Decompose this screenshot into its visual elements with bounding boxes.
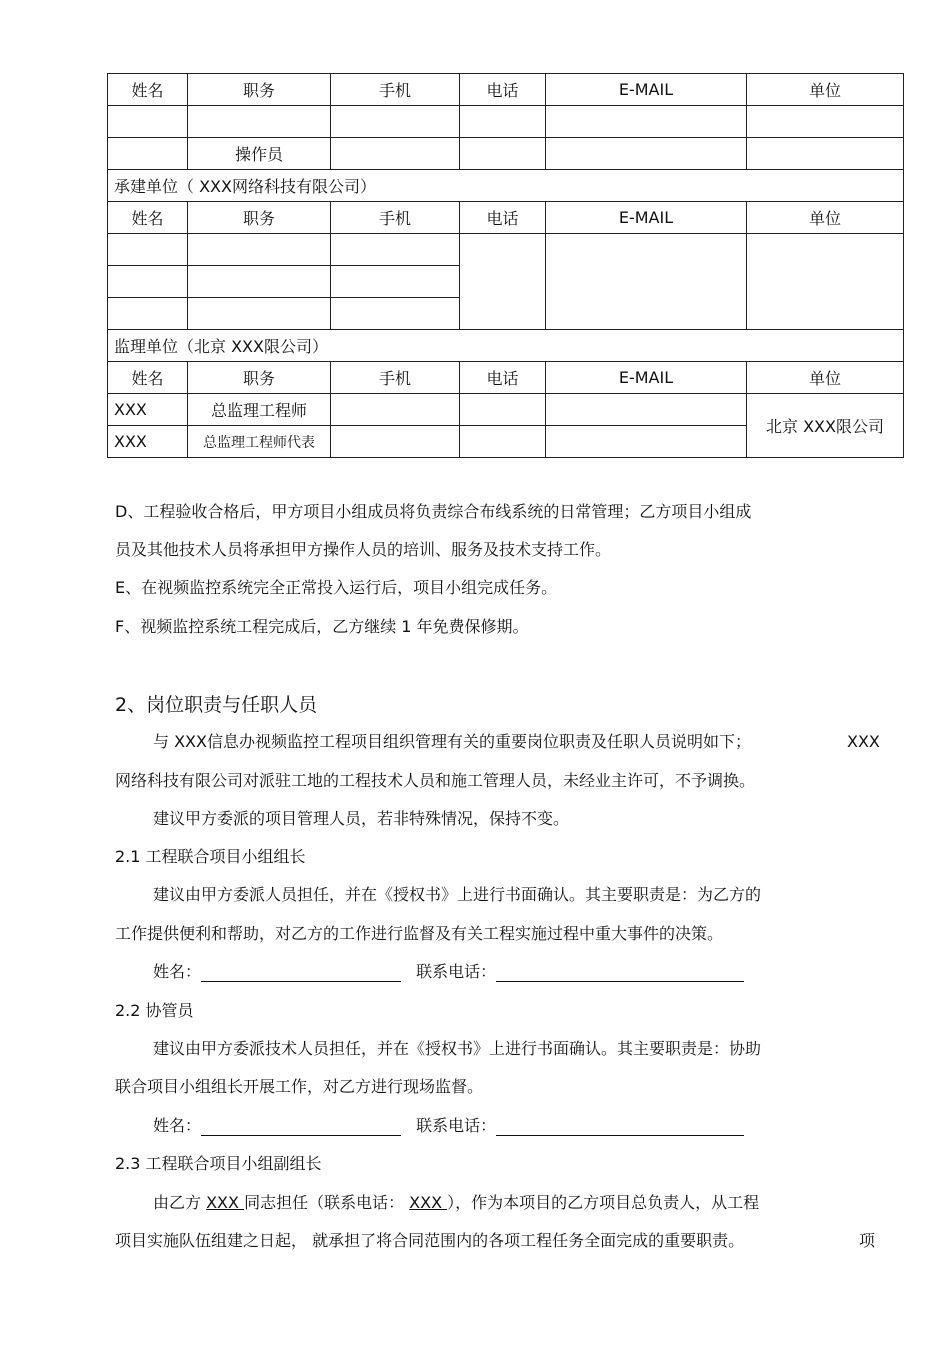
- table-header-row: [108, 362, 904, 394]
- table-cell: [331, 138, 460, 170]
- header-cell: 电话: [460, 202, 546, 234]
- phone-label: 联系电话：: [416, 1116, 497, 1135]
- table-cell: [546, 394, 747, 426]
- table-cell: 总监理工程师代表: [188, 426, 331, 458]
- name-label: 姓名：: [153, 1116, 202, 1135]
- section-2-3-title: 2.3 工程联合项目小组副组长: [115, 1154, 322, 1173]
- section-2-para1-text: 与 XXX信息办视频监控工程项目组织管理有关的重要岗位职责及任职人员说明如下；: [153, 732, 751, 751]
- header-cell: 单位: [747, 362, 904, 394]
- table-row: [108, 138, 904, 170]
- table-row: [108, 394, 904, 426]
- phone-blank: [496, 1117, 744, 1136]
- paragraph-d-line2: 员及其他技术人员将承担甲方操作人员的培训、服务及技术支持工作。: [115, 540, 612, 559]
- table-cell-merged: [747, 234, 904, 330]
- section-2-1-para-line2: 工作提供便利和帮助，对乙方的工作进行监督及有关工程实施过程中重大事件的决策。: [115, 924, 724, 943]
- table-cell: XXX: [108, 394, 188, 426]
- table-header-row: [108, 202, 904, 234]
- header-cell: 电话: [460, 74, 546, 106]
- table-cell: XXX: [108, 426, 188, 458]
- header-cell: E-MAIL: [546, 202, 747, 234]
- header-cell: 职务: [188, 202, 331, 234]
- header-cell: 职务: [188, 362, 331, 394]
- supervisor-unit-cell: 北京 XXX限公司: [747, 394, 904, 458]
- section-2-para1-tail: XXX: [847, 732, 880, 751]
- header-cell: 手机: [331, 362, 460, 394]
- section-2-3-para-line1: [153, 1193, 759, 1213]
- table-cell: [331, 426, 460, 458]
- table-cell: [108, 106, 188, 138]
- section-2-para1-line2: 网络科技有限公司对派驻工地的工程技术人员和施工管理人员，未经业主许可，不予调换。: [115, 771, 756, 790]
- section-2-para2: 建议甲方委派的项目管理人员，若非特殊情况，保持不变。: [153, 809, 570, 828]
- table-cell: [188, 298, 331, 330]
- table-cell: [747, 138, 904, 170]
- table-cell: [108, 138, 188, 170]
- header-cell: E-MAIL: [546, 362, 747, 394]
- table-cell: [747, 106, 904, 138]
- section-2-3-para-tail: 项: [859, 1231, 876, 1250]
- section-2-2-para-line1: 建议由甲方委派技术人员担任，并在《授权书》上进行书面确认。其主要职责是：协助: [153, 1039, 762, 1058]
- table-cell: [546, 138, 747, 170]
- table-cell: [460, 138, 546, 170]
- table-row: [108, 106, 904, 138]
- table-cell: [460, 106, 546, 138]
- text-span: 同志担任（联系电话：: [244, 1193, 410, 1212]
- text-span: ），作为本项目的乙方项目总负责人，从工程: [447, 1193, 760, 1212]
- deputy-phone-underlined: XXX: [409, 1193, 448, 1212]
- paragraph-f: F、视频监控系统工程完成后，乙方继续 1 年免费保修期。: [115, 617, 529, 636]
- table-cell: [331, 106, 460, 138]
- table-cell-merged: [460, 234, 546, 330]
- section-2-1-para-line1: 建议由甲方委派人员担任，并在《授权书》上进行书面确认。其主要职责是：为乙方的: [153, 885, 762, 904]
- table-cell: [546, 106, 747, 138]
- section-2-1-title: 2.1 工程联合项目小组组长: [115, 847, 306, 866]
- section-2-1-contact-line: [153, 962, 744, 982]
- section-2-2-contact-line: [153, 1116, 744, 1136]
- table-header-row: [108, 74, 904, 106]
- table-cell: [331, 298, 460, 330]
- section-2-para1-line1: [153, 732, 751, 752]
- name-blank: [201, 963, 401, 982]
- table-cell: 操作员: [188, 138, 331, 170]
- table-cell: [188, 106, 331, 138]
- phone-label: 联系电话：: [416, 962, 497, 981]
- section-2-2-para-line2: 联合项目小组组长开展工作，对乙方进行现场监督。: [115, 1077, 484, 1096]
- header-cell: 姓名: [108, 202, 188, 234]
- name-label: 姓名：: [153, 962, 202, 981]
- header-cell: 职务: [188, 74, 331, 106]
- phone-blank: [496, 963, 744, 982]
- table-cell: [108, 266, 188, 298]
- header-cell: E-MAIL: [546, 74, 747, 106]
- deputy-name-underlined: XXX: [206, 1193, 245, 1212]
- table-cell: [460, 426, 546, 458]
- contractor-title: 承建单位（ XXX网络科技有限公司）: [108, 170, 904, 202]
- table-cell: [188, 234, 331, 266]
- table-cell: [108, 234, 188, 266]
- section-row-contractor: [108, 170, 904, 202]
- contacts-table: [107, 73, 904, 458]
- table-cell: [331, 234, 460, 266]
- header-cell: 姓名: [108, 74, 188, 106]
- paragraph-e: E、在视频监控系统完全正常投入运行后，项目小组完成任务。: [115, 578, 558, 597]
- table-cell: [108, 298, 188, 330]
- section-2-3-para-line2: 项目实施队伍组建之日起， 就承担了将合同范围内的各项工程任务全面完成的重要职责。: [115, 1231, 745, 1250]
- header-cell: 手机: [331, 202, 460, 234]
- paragraph-d-line1: D、工程验收合格后，甲方项目小组成员将负责综合布线系统的日常管理；乙方项目小组成: [115, 502, 752, 521]
- header-cell: 单位: [747, 202, 904, 234]
- header-cell: 姓名: [108, 362, 188, 394]
- table-cell: [460, 394, 546, 426]
- table-cell: [331, 394, 460, 426]
- header-cell: 电话: [460, 362, 546, 394]
- table-cell: [188, 266, 331, 298]
- section-2-heading: 2、岗位职责与任职人员: [115, 694, 318, 716]
- table-cell: [546, 426, 747, 458]
- text-span: 由乙方: [153, 1193, 207, 1212]
- header-cell: 单位: [747, 74, 904, 106]
- table-cell-merged: [546, 234, 747, 330]
- section-row-supervisor: [108, 330, 904, 362]
- supervisor-title: 监理单位（北京 XXX限公司）: [108, 330, 904, 362]
- section-2-2-title: 2.2 协管员: [115, 1001, 194, 1020]
- header-cell: 手机: [331, 74, 460, 106]
- table-row: [108, 234, 904, 266]
- table-cell: [331, 266, 460, 298]
- name-blank: [201, 1117, 401, 1136]
- table-cell: 总监理工程师: [188, 394, 331, 426]
